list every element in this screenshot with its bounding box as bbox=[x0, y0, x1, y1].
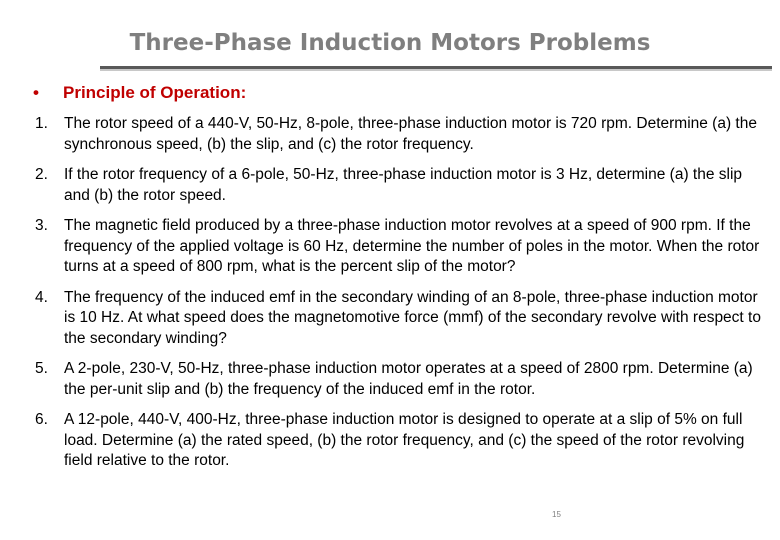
problem-number: 3. bbox=[35, 217, 48, 234]
problem-text: The magnetic field produced by a three-phase induction motor revolves at a speed of 900 rpm. If the frequency of the applied voltage is 60 Hz, determine the number of poles in the motor. When the rotor turns at a speed of 800 rpm, what is the percent slip of the motor? bbox=[64, 217, 760, 275]
page-number: 15 bbox=[552, 510, 561, 519]
problem-text: The frequency of the induced emf in the secondary winding of an 8-pole, three-phase induction motor is 10 Hz. At what speed does the magnetomotive force (mmf) of the secondary revolve with respect to the secondary winding? bbox=[64, 288, 761, 347]
problem-number: 5. bbox=[35, 360, 48, 377]
problem-item bbox=[35, 165, 765, 206]
problem-number: 1. bbox=[35, 115, 48, 132]
section-heading bbox=[33, 83, 246, 103]
problem-text: A 2-pole, 230-V, 50-Hz, three-phase induction motor operates at a speed of 2800 rpm. Determine (a) the per-unit slip and (b) the frequency of the induced emf in the rotor. bbox=[64, 360, 753, 398]
problem-item bbox=[35, 114, 765, 155]
heading-bullet: • bbox=[33, 83, 39, 102]
problem-number: 2. bbox=[35, 166, 48, 183]
problem-item bbox=[35, 359, 765, 400]
problem-item bbox=[35, 288, 765, 350]
problem-item bbox=[35, 410, 765, 472]
title-rule-shadow bbox=[100, 69, 772, 71]
slide-title: Three-Phase Induction Motors Problems bbox=[129, 30, 651, 56]
problem-number: 4. bbox=[35, 288, 48, 306]
problem-list bbox=[35, 114, 765, 482]
problem-item bbox=[35, 216, 765, 278]
problem-text: The rotor speed of a 440-V, 50-Hz, 8-pole, three-phase induction motor is 720 rpm. Determine (a) the synchronous speed, (b) the slip, and (c) the rotor frequency. bbox=[64, 115, 757, 153]
problem-text: A 12-pole, 440-V, 400-Hz, three-phase induction motor is designed to operate at a slip of 5% on full load. Determine (a) the rated speed, (b) the rotor frequency, and (c) the speed of the rotor revolving field relative to the rotor. bbox=[64, 411, 745, 469]
problem-text: If the rotor frequency of a 6-pole, 50-Hz, three-phase induction motor is 3 Hz, determine (a) the slip and (b) the rotor speed. bbox=[64, 166, 743, 204]
problem-number: 6. bbox=[35, 411, 48, 428]
heading-text: Principle of Operation: bbox=[63, 83, 247, 102]
